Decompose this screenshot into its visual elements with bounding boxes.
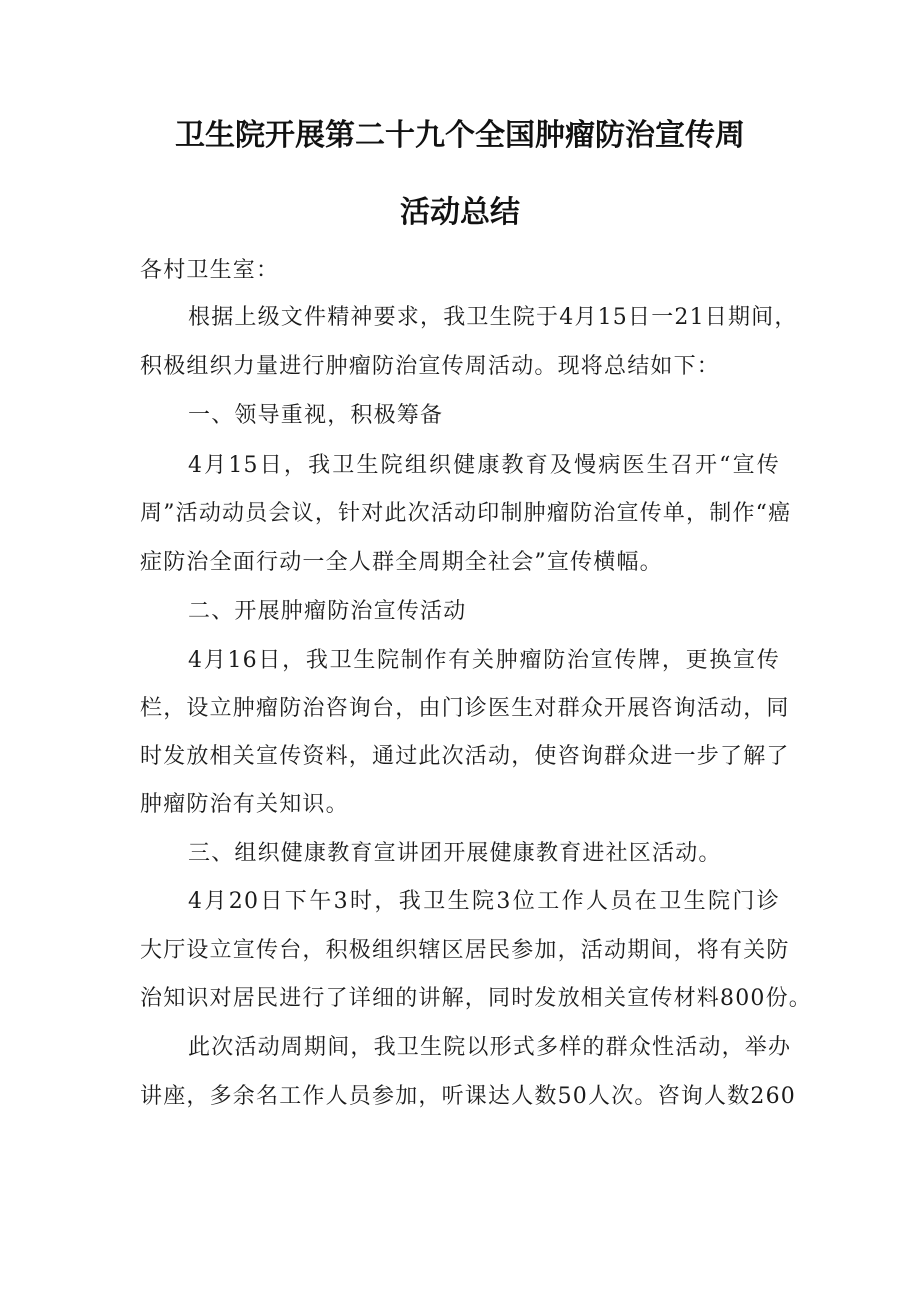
salutation: 各村卫生室：	[140, 258, 280, 283]
paragraph-line: 大厅设立宣传台，积极组织辖区居民参加，活动期间，将有关防	[140, 938, 790, 963]
paragraph-line: 肿瘤防治有关知识。	[140, 792, 349, 817]
paragraph-line: 根据上级文件精神要求，我卫生院于4月15日一21日期间，	[188, 305, 798, 330]
document-title-line-1: 卫生院开展第二十九个全国肿瘤防治宣传周	[175, 118, 745, 153]
paragraph-line: 栏，设立肿瘤防治咨询台，由门诊医生对群众开展咨询活动，同	[140, 696, 790, 721]
paragraph-line: 周”活动动员会议，针对此次活动印制肿瘤防治宣传单，制作“癌	[140, 501, 792, 526]
section-heading-1: 一、领导重视，积极筹备	[188, 403, 444, 428]
document-title-line-2: 活动总结	[400, 195, 520, 230]
paragraph-line: 4月20日下午3时，我卫生院3位工作人员在卫生院门诊	[188, 889, 780, 914]
paragraph-line: 时发放相关宣传资料，通过此次活动，使咨询群众进一步了解了	[140, 744, 790, 769]
paragraph-line: 4月16日，我卫生院制作有关肿瘤防治宣传牌，更换宣传	[188, 648, 780, 673]
section-heading-3: 三、组织健康教育宣讲团开展健康教育进社区活动。	[188, 841, 722, 866]
paragraph-line: 治知识对居民进行了详细的讲解，同时发放相关宣传材料800份。	[140, 986, 812, 1011]
paragraph-line: 症防治全面行动一全人群全周期全社会”宣传横幅。	[140, 550, 663, 575]
paragraph-line: 4月15日，我卫生院组织健康教育及慢病医生召开“宣传	[188, 453, 780, 478]
paragraph-line: 此次活动周期间，我卫生院以形式多样的群众性活动，举办	[188, 1035, 792, 1060]
paragraph-line: 积极组织力量进行肿瘤防治宣传周活动。现将总结如下：	[140, 354, 721, 379]
paragraph-line: 讲座，多余名工作人员参加，听课达人数50人次。咨询人数260	[140, 1084, 796, 1109]
section-heading-2: 二、开展肿瘤防治宣传活动	[188, 599, 467, 624]
